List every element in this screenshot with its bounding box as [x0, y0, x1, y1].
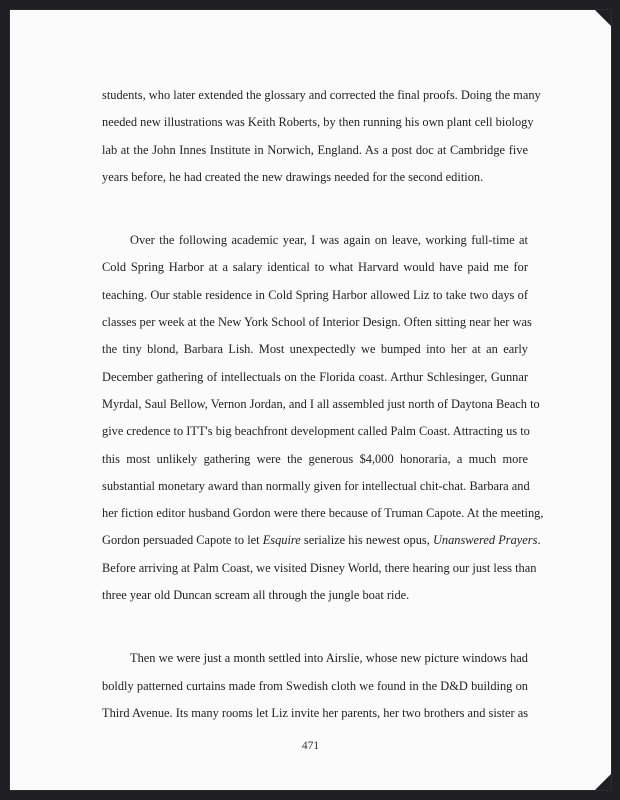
text-run: Gordon persuaded Capote to let	[102, 533, 263, 548]
text-line: Over the following academic year, I was again on leave, working full-time at	[130, 233, 528, 248]
text-line: students, who later extended the glossary and corrected the final proofs. Doing the many	[102, 88, 541, 102]
page-corner	[595, 10, 611, 26]
paragraph-1	[102, 82, 541, 191]
italic-title-esquire: Esquire	[262, 533, 301, 548]
paragraph-gap	[102, 191, 528, 227]
text-line: her fiction editor husband Gordon were there because of Truman Capote. At the meeting,	[102, 506, 544, 521]
text-line	[102, 527, 541, 554]
paragraph-2	[102, 227, 544, 609]
text-line: this most unlikely gathering were the generous $4,000 honoraria, a much more	[102, 451, 528, 466]
text-line: classes per week at the New York School of Interior Design. Often sitting near her was	[102, 315, 532, 330]
text-line: lab at the John Innes Institute in Norwich, England. As a post doc at Cambridge five	[102, 142, 528, 157]
document-page	[10, 10, 611, 790]
text-run: serialize his newest opus,	[300, 533, 433, 548]
italic-title-unanswered-prayers: Unanswered Prayers	[432, 533, 538, 548]
text-line: substantial monetary award than normally given for intellectual chit-chat. Barbara and	[102, 478, 530, 493]
page-corner	[595, 774, 611, 790]
text-line: the tiny blond, Barbara Lish. Most unexpectedly we bumped into her at an early	[102, 342, 528, 357]
text-line: boldly patterned curtains made from Swedish cloth we found in the D&D building on	[102, 678, 528, 693]
text-line: Myrdal, Saul Bellow, Vernon Jordan, and I all assembled just north of Daytona Beach to	[102, 396, 540, 411]
text-line: give credence to ITT's big beachfront development called Palm Coast. Attracting us to	[102, 424, 530, 439]
text-line: Then we were just a month settled into Airslie, whose new picture windows had	[130, 651, 528, 666]
paragraph-gap	[102, 609, 528, 645]
page-number: 471	[301, 740, 320, 752]
text-line: Before arriving at Palm Coast, we visited Disney World, there hearing our just less than	[102, 560, 537, 575]
text-line: teaching. Our stable residence in Cold Spring Harbor allowed Liz to take two days of	[102, 287, 528, 302]
body-text	[102, 82, 544, 727]
text-line: December gathering of intellectuals on the Florida coast. Arthur Schlesinger, Gunnar	[102, 369, 528, 384]
text-line: three year old Duncan scream all through the jungle boat ride.	[102, 588, 410, 603]
text-line: needed new illustrations was Keith Roberts, by then running his own plant cell biology	[102, 115, 534, 130]
text-run: .	[537, 533, 541, 548]
text-line: Cold Spring Harbor at a salary identical to what Harvard would have paid me for	[102, 260, 528, 275]
text-line: Third Avenue. Its many rooms let Liz invite her parents, her two brothers and sister as	[102, 705, 529, 720]
text-line: years before, he had created the new drawings needed for the second edition.	[102, 169, 484, 184]
paragraph-3	[102, 645, 528, 727]
